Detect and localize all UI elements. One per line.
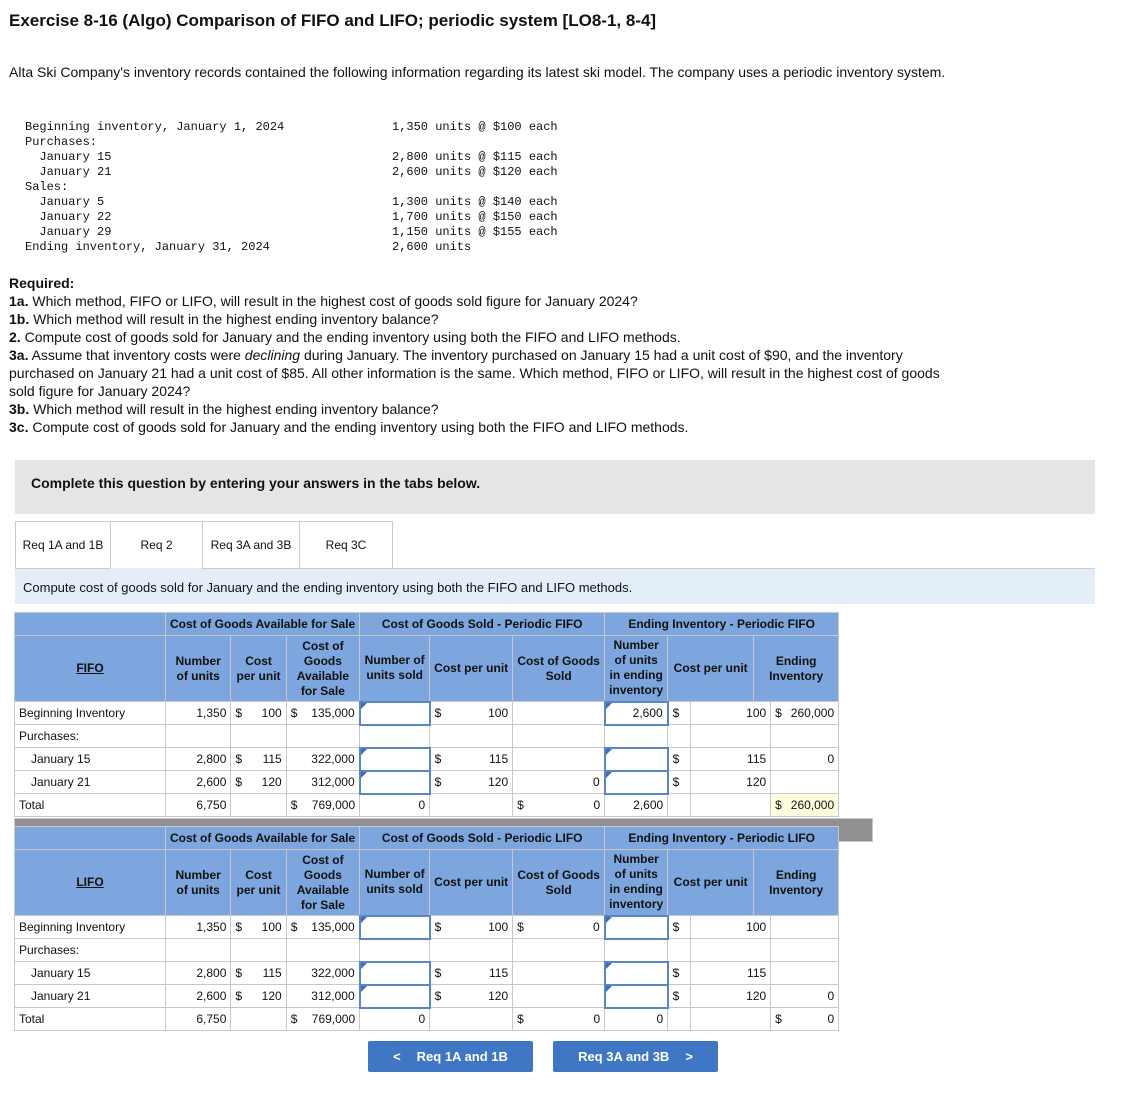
fifo-col-header: Number of units in ending inventory <box>605 636 668 702</box>
lifo-col-header: Number of units sold <box>360 850 430 916</box>
lifo-cogs <box>513 985 605 1008</box>
lifo-units: 2,800 <box>166 962 231 985</box>
fifo-col-header: Cost per unit <box>430 636 513 702</box>
lifo-col-header: Cost per unit <box>430 850 513 916</box>
fifo-row-label: Total <box>15 794 166 817</box>
fifo-row-total <box>15 794 839 817</box>
fifo-total-sold: 0 <box>360 794 430 817</box>
lifo-ending-unit-cost: 100 <box>691 916 771 939</box>
fifo-col-header: Cost of Goods Sold <box>513 636 605 702</box>
fifo-total-ending-inventory: $ 260,000 <box>771 794 839 817</box>
lifo-units: 1,350 <box>166 916 231 939</box>
lifo-total-cogs: $ 0 <box>513 1008 605 1031</box>
fifo-unit-cost: $ 115 <box>231 748 286 771</box>
fifo-units: 2,800 <box>166 748 231 771</box>
fifo-sold-unit-cost: $ 120 <box>430 771 513 794</box>
lifo-total-ending-units: 0 <box>605 1008 668 1031</box>
fifo-col-header: Number of units <box>166 636 231 702</box>
fifo-ending-inventory: $ 260,000 <box>771 702 839 725</box>
lifo-sold-unit-cost: $ 115 <box>430 962 513 985</box>
lifo-ending-units-input[interactable] <box>605 985 668 1008</box>
fifo-row-jan21 <box>15 771 839 794</box>
fifo-ending-unit-cost: 115 <box>691 748 771 771</box>
records-labels: Beginning inventory, January 1, 2024 Purchases: January 15 January 21 Sales: January 5 January 22 January 29 Ending inventory, January 31, 2024 <box>25 120 285 254</box>
chevron-left-icon: < <box>393 1049 401 1064</box>
fifo-ending-currency: $ <box>668 702 691 725</box>
fifo-group-ending: Ending Inventory - Periodic FIFO <box>605 613 839 636</box>
lifo-available-cost: 322,000 <box>286 962 359 985</box>
required-section: Required: 1a. Which method, FIFO or LIFO, will result in the highest cost of goods sold figure for January 2024? 1b. Which method will result in the highest ending inventory balance? 2. Compute cost of goods sold for January and the ending inventory using both the FIFO and LIFO methods. 3a. Assume that inventory costs were declining during January. The inventory purchased on January 15 had a unit cost of $90, and the inventory purchased on January 21 had a unit cost of $85. All other information is the same. Which method, FIFO or LIFO, will result in the highest cost of goods sold figure for January 2024? 3b. Which method will result in the highest ending inventory balance? 3c. Compute cost of goods sold for January and the ending inventory using both the FIFO and LIFO methods. <box>9 275 940 435</box>
fifo-sold-unit-cost: $ 115 <box>430 748 513 771</box>
lifo-available-cost: 312,000 <box>286 985 359 1008</box>
fifo-ending-units-input[interactable] <box>605 748 668 771</box>
lifo-method-label: LIFO <box>15 850 166 916</box>
lifo-ending-inventory <box>771 916 839 939</box>
fifo-ending-units-input[interactable] <box>605 771 668 794</box>
fifo-units: 2,600 <box>166 771 231 794</box>
fifo-col-header: Cost of Goods Available for Sale <box>286 636 359 702</box>
lifo-units-sold-input[interactable] <box>360 985 430 1008</box>
fifo-total-cogs: $ 0 <box>513 794 605 817</box>
lifo-row-label: January 21 <box>15 985 166 1008</box>
lifo-group-cogs: Cost of Goods Sold - Periodic LIFO <box>360 827 605 850</box>
page-title: Exercise 8-16 (Algo) Comparison of FIFO and LIFO; periodic system [LO8-1, 8-4] <box>9 11 657 30</box>
fifo-corner <box>15 613 166 636</box>
fifo-method-label: FIFO <box>15 636 166 702</box>
fifo-unit-cost: $ 120 <box>231 771 286 794</box>
fifo-cogs <box>513 702 605 725</box>
lifo-sold-unit-cost: $ 100 <box>430 916 513 939</box>
lifo-col-header: Ending Inventory <box>754 850 839 916</box>
lifo-total-units: 6,750 <box>166 1008 231 1031</box>
fifo-available-cost: $ 135,000 <box>286 702 359 725</box>
records-values: 1,350 units @ $100 each 2,800 units @ $115 each 2,600 units @ $120 each 1,300 units @ $140 each 1,700 units @ $150 each 1,150 units @ $155 each 2,600 units <box>392 120 558 254</box>
tab-req-3c[interactable]: Req 3C <box>299 521 393 569</box>
lifo-cogs: $ 0 <box>513 916 605 939</box>
lifo-unit-cost: $ 100 <box>231 916 286 939</box>
instructions-banner: Complete this question by entering your answers in the tabs below. <box>15 460 1095 514</box>
lifo-col-header: Number of units <box>166 850 231 916</box>
fifo-row-jan15 <box>15 748 839 771</box>
lifo-group-ending: Ending Inventory - Periodic LIFO <box>605 827 839 850</box>
lifo-corner <box>15 827 166 850</box>
fifo-sold-unit-cost: $ 100 <box>430 702 513 725</box>
lifo-row-purchases <box>15 939 839 962</box>
lifo-row-label: Beginning Inventory <box>15 916 166 939</box>
fifo-ending-units-input[interactable]: 2,600 <box>605 702 668 725</box>
lifo-ending-inventory <box>771 962 839 985</box>
fifo-units-sold-input[interactable] <box>360 771 430 794</box>
lifo-row-label: Total <box>15 1008 166 1031</box>
lifo-row-label: January 15 <box>15 962 166 985</box>
next-tab-label: Req 3A and 3B <box>578 1049 670 1064</box>
fifo-row-label: January 21 <box>15 771 166 794</box>
lifo-ending-units-input[interactable] <box>605 916 668 939</box>
fifo-row-beg <box>15 702 839 725</box>
chevron-right-icon: > <box>685 1049 693 1064</box>
lifo-row-jan15 <box>15 962 839 985</box>
lifo-ending-inventory: 0 <box>771 985 839 1008</box>
lifo-col-header: Cost of Goods Available for Sale <box>286 850 359 916</box>
prev-tab-label: Req 1A and 1B <box>416 1049 508 1064</box>
fifo-row-label: Beginning Inventory <box>15 702 166 725</box>
fifo-units-sold-input[interactable] <box>360 702 430 725</box>
lifo-available-cost: $ 135,000 <box>286 916 359 939</box>
lifo-row-jan21 <box>15 985 839 1008</box>
fifo-col-header: Cost per unit <box>231 636 286 702</box>
fifo-units-sold-input[interactable] <box>360 748 430 771</box>
fifo-row-label: January 15 <box>15 748 166 771</box>
tab-req-3a-3b[interactable]: Req 3A and 3B <box>202 521 300 569</box>
fifo-total-units: 6,750 <box>166 794 231 817</box>
fifo-cogs <box>513 748 605 771</box>
lifo-col-header: Cost per unit <box>231 850 286 916</box>
prev-tab-button[interactable] <box>368 1041 533 1072</box>
lifo-total-ending-inventory: $ 0 <box>771 1008 839 1031</box>
fifo-units: 1,350 <box>166 702 231 725</box>
lifo-ending-currency: $ <box>668 985 691 1008</box>
lifo-ending-currency: $ <box>668 962 691 985</box>
lifo-ending-unit-cost: 120 <box>691 985 771 1008</box>
fifo-ending-unit-cost: 100 <box>691 702 771 725</box>
fifo-unit-cost: $ 100 <box>231 702 286 725</box>
lifo-units-sold-input[interactable] <box>360 962 430 985</box>
lifo-sold-unit-cost: $ 120 <box>430 985 513 1008</box>
lifo-col-header: Cost of Goods Sold <box>513 850 605 916</box>
fifo-group-cogs: Cost of Goods Sold - Periodic FIFO <box>360 613 605 636</box>
next-tab-button[interactable] <box>553 1041 718 1072</box>
lifo-units-sold-input[interactable] <box>360 916 430 939</box>
tab-req-2[interactable]: Req 2 <box>110 521 203 569</box>
fifo-total-ending-units: 2,600 <box>605 794 668 817</box>
fifo-ending-inventory <box>771 771 839 794</box>
lifo-ending-units-input[interactable] <box>605 962 668 985</box>
fifo-cogs: 0 <box>513 771 605 794</box>
lifo-cogs <box>513 962 605 985</box>
fifo-ending-currency: $ <box>668 748 691 771</box>
fifo-col-header: Number of units sold <box>360 636 430 702</box>
fifo-group-available: Cost of Goods Available for Sale <box>166 613 360 636</box>
lifo-row-beg <box>15 916 839 939</box>
intro-text: Alta Ski Company's inventory records contained the following information regarding its latest ski model. The company uses a periodic inventory system. <box>9 64 946 80</box>
lifo-units: 2,600 <box>166 985 231 1008</box>
lifo-row-label: Purchases: <box>15 939 166 962</box>
lifo-ending-currency: $ <box>668 916 691 939</box>
fifo-ending-unit-cost: 120 <box>691 771 771 794</box>
lifo-col-header: Cost per unit <box>668 850 754 916</box>
fifo-ending-currency: $ <box>668 771 691 794</box>
fifo-ending-inventory: 0 <box>771 748 839 771</box>
lifo-group-available: Cost of Goods Available for Sale <box>166 827 360 850</box>
lifo-total-sold: 0 <box>360 1008 430 1031</box>
lifo-table <box>14 826 839 1031</box>
fifo-row-label: Purchases: <box>15 725 166 748</box>
tab-req-1a-1b[interactable]: Req 1A and 1B <box>15 521 111 569</box>
lifo-unit-cost: $ 115 <box>231 962 286 985</box>
lifo-ending-unit-cost: 115 <box>691 962 771 985</box>
fifo-available-cost: 312,000 <box>286 771 359 794</box>
lifo-unit-cost: $ 120 <box>231 985 286 1008</box>
fifo-col-header: Ending Inventory <box>754 636 839 702</box>
fifo-col-header: Cost per unit <box>668 636 754 702</box>
lifo-total-available: $ 769,000 <box>286 1008 359 1031</box>
fifo-row-purchases <box>15 725 839 748</box>
fifo-table <box>14 612 839 817</box>
lifo-row-total <box>15 1008 839 1031</box>
tab-instruction: Compute cost of goods sold for January and the ending inventory using both the FIFO and LIFO methods. <box>15 569 1095 604</box>
fifo-total-available: $ 769,000 <box>286 794 359 817</box>
lifo-col-header: Number of units in ending inventory <box>605 850 668 916</box>
fifo-available-cost: 322,000 <box>286 748 359 771</box>
